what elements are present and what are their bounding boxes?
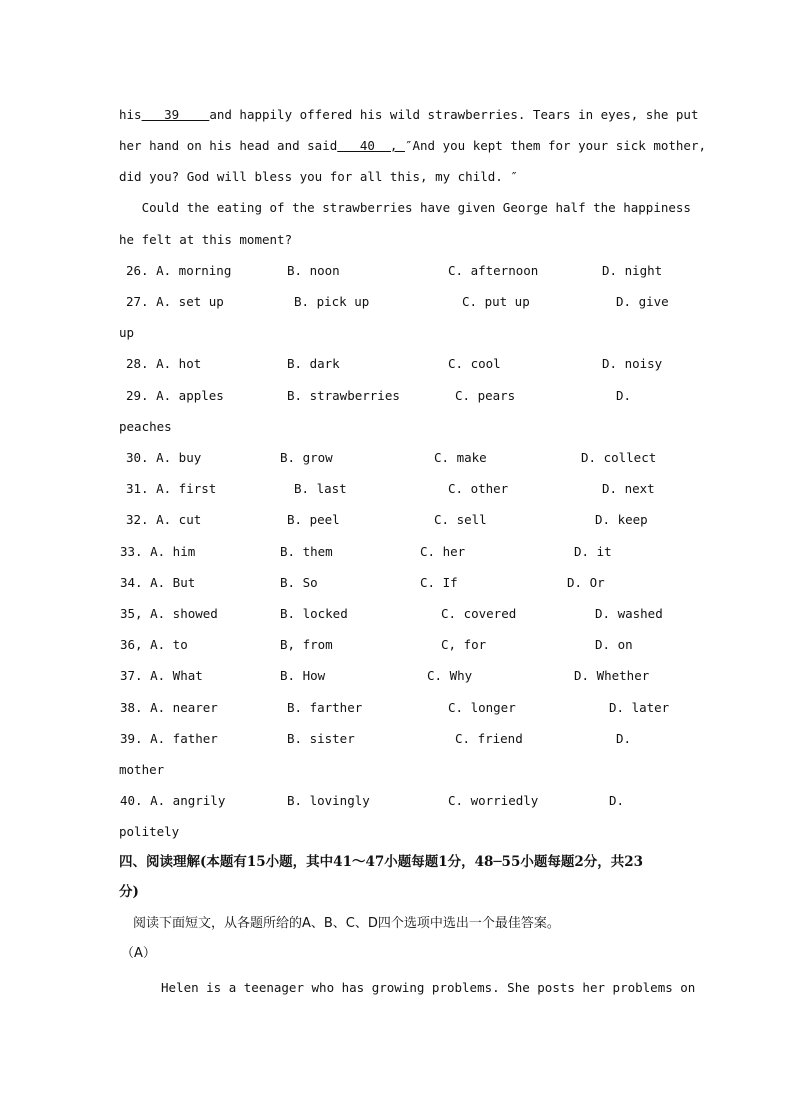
section-heading: 四、阅读理解(本题有15小题，其中41～47小题每题1分，48─55小题每题2分，共23 [119, 854, 644, 870]
option-b: B. strawberries [287, 388, 400, 403]
option-wrap-text: peaches [119, 419, 172, 434]
question-number-option-a: 33. A. him [120, 544, 196, 559]
option-c: C. covered [441, 606, 517, 621]
option-d: D. washed [595, 606, 663, 621]
question-number-option-a: 29. A. apples [126, 388, 224, 403]
option-d: D. [609, 793, 625, 808]
option-wrap-text: mother [119, 762, 165, 777]
option-c: C, for [441, 637, 487, 652]
option-c: C. friend [455, 731, 523, 746]
option-c: C. If [420, 575, 458, 590]
option-c: C. pears [455, 388, 516, 403]
option-d: D. Or [567, 575, 605, 590]
passage-line-1 [119, 106, 699, 124]
passage-text: her hand on his head and said [119, 138, 338, 153]
option-b: B. noon [287, 263, 340, 278]
passage-text: his [119, 107, 142, 122]
option-c: C. longer [448, 700, 516, 715]
option-d: D. night [602, 263, 663, 278]
reading-first-line: Helen is a teenager who has growing problems. She posts her problems on [161, 980, 696, 995]
passage-line-5: he felt at this moment? [119, 232, 293, 247]
option-c: C. Why [427, 668, 473, 683]
option-b: B. How [280, 668, 326, 683]
option-c: C. afternoon [448, 263, 539, 278]
option-c: C. cool [448, 356, 501, 371]
question-number-option-a: 34. A. But [120, 575, 196, 590]
passage-line-3: did you? God will bless you for all this, my child. ″ [119, 169, 518, 184]
option-d: D. give [616, 294, 669, 309]
question-number-option-a: 37. A. What [120, 668, 203, 683]
question-number-option-a: 26. A. morning [126, 263, 232, 278]
question-number-option-a: 38. A. nearer [120, 700, 218, 715]
option-b: B. sister [287, 731, 355, 746]
option-b: B. peel [287, 512, 340, 527]
option-b: B. last [294, 481, 347, 496]
option-c: C. make [434, 450, 487, 465]
passage-text: ″And you kept them for your sick mother, [404, 138, 707, 153]
question-number-option-a: 35, A. showed [120, 606, 218, 621]
question-number-option-a: 36, A. to [120, 637, 188, 652]
option-wrap-text: politely [119, 824, 180, 839]
question-number-option-a: 39. A. father [120, 731, 218, 746]
option-d: D. Whether [574, 668, 650, 683]
question-number-option-a: 27. A. set up [126, 294, 224, 309]
question-number-option-a: 28. A. hot [126, 356, 202, 371]
option-d: D. [616, 388, 632, 403]
option-d: D. later [609, 700, 670, 715]
option-c: C. worriedly [448, 793, 539, 808]
option-c: C. her [420, 544, 466, 559]
option-b: B. dark [287, 356, 340, 371]
section-instruction: 阅读下面短文，从各题所给的A、B、C、D四个选项中选出一个最佳答案。 [133, 916, 560, 931]
section-heading-continued: 分) [119, 884, 139, 900]
option-c: C. put up [462, 294, 530, 309]
passage-line-2 [119, 137, 707, 155]
answer-blank-39: 39 [141, 107, 210, 122]
option-c: C. other [448, 481, 509, 496]
option-b: B, from [280, 637, 333, 652]
option-wrap-text: up [119, 325, 135, 340]
option-b: B. them [280, 544, 333, 559]
option-d: D. noisy [602, 356, 663, 371]
passage-text: and happily offered his wild strawberries. Tears in eyes, she put [209, 107, 699, 122]
question-number-option-a: 31. A. first [126, 481, 217, 496]
option-d: D. keep [595, 512, 648, 527]
option-d: D. next [602, 481, 655, 496]
option-b: B. So [280, 575, 318, 590]
option-d: D. [616, 731, 632, 746]
option-b: B. pick up [294, 294, 370, 309]
option-b: B. locked [280, 606, 348, 621]
part-label: （A） [121, 946, 156, 961]
option-b: B. lovingly [287, 793, 370, 808]
question-number-option-a: 40. A. angrily [120, 793, 226, 808]
answer-blank-40: 40 , [337, 138, 405, 153]
option-b: B. farther [287, 700, 363, 715]
option-d: D. on [595, 637, 633, 652]
option-d: D. collect [581, 450, 657, 465]
option-c: C. sell [434, 512, 487, 527]
question-number-option-a: 30. A. buy [126, 450, 202, 465]
question-number-option-a: 32. A. cut [126, 512, 202, 527]
passage-line-4: Could the eating of the strawberries have given George half the happiness [119, 200, 691, 215]
option-b: B. grow [280, 450, 333, 465]
option-d: D. it [574, 544, 612, 559]
